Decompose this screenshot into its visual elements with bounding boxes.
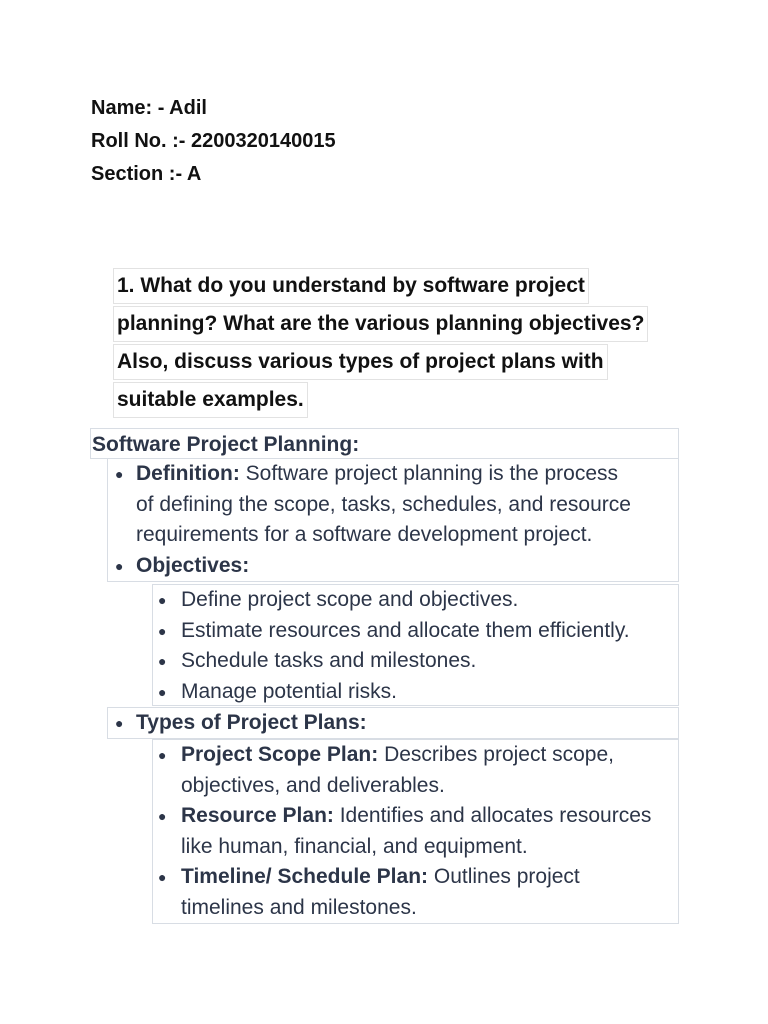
question-block xyxy=(113,268,648,420)
bullet-icon: ● xyxy=(158,808,167,824)
objective-text: Estimate resources and allocate them efficiently. xyxy=(181,618,630,642)
definition-label: Definition: xyxy=(136,462,240,485)
scope-plan-text: Describes project scope, xyxy=(378,743,615,766)
types-list xyxy=(152,739,679,924)
bullet-icon: ● xyxy=(158,747,167,763)
answer-title: Software Project Planning: xyxy=(90,428,679,459)
list-item-continued xyxy=(153,771,678,802)
objective-text: Schedule tasks and milestones. xyxy=(181,649,477,672)
objective-text: Define project scope and objectives. xyxy=(181,588,519,611)
list-item xyxy=(153,862,678,893)
list-item xyxy=(153,616,678,647)
types-heading-block xyxy=(107,707,679,739)
list-item-continued xyxy=(153,832,678,863)
student-name: Name: - Adil xyxy=(91,97,207,119)
list-item xyxy=(108,551,678,582)
resource-plan-label: Resource Plan: xyxy=(181,804,334,827)
objectives-list xyxy=(152,584,679,706)
question-line: suitable examples. xyxy=(113,382,308,418)
list-item xyxy=(108,459,678,490)
scope-plan-text: objectives, and deliverables. xyxy=(181,773,445,797)
definition-text-line xyxy=(108,490,678,521)
definition-text-line xyxy=(108,520,678,551)
list-item xyxy=(153,585,678,616)
bullet-icon: ● xyxy=(115,557,124,574)
scope-plan-label: Project Scope Plan: xyxy=(181,743,379,766)
question-line: 1. What do you understand by software project xyxy=(113,268,589,304)
bullet-icon: ● xyxy=(115,466,124,482)
list-item xyxy=(108,708,678,739)
timeline-plan-label: Timeline/ Schedule Plan: xyxy=(181,865,429,888)
section: Section :- A xyxy=(91,163,202,185)
list-item xyxy=(153,801,678,832)
resource-plan-text: Identifies and allocates resources xyxy=(333,804,652,827)
definition-text: requirements for a software development project. xyxy=(136,523,593,546)
types-label: Types of Project Plans: xyxy=(136,711,367,734)
bullet-icon: ● xyxy=(158,653,167,669)
bullet-icon: ● xyxy=(115,715,124,731)
bullet-icon: ● xyxy=(158,683,167,700)
question-line: Also, discuss various types of project plans with xyxy=(113,344,608,380)
list-item xyxy=(153,740,678,771)
list-item xyxy=(153,677,678,708)
list-item xyxy=(153,646,678,677)
student-info xyxy=(91,92,336,191)
question-line: planning? What are the various planning objectives? xyxy=(113,306,648,342)
resource-plan-text: like human, financial, and equipment. xyxy=(181,834,528,858)
objective-text: Manage potential risks. xyxy=(181,679,397,703)
bullet-icon: ● xyxy=(158,592,167,608)
roll-number: Roll No. :- 2200320140015 xyxy=(91,130,336,152)
definition-text: Software project planning is the process xyxy=(239,462,619,485)
definition-text: of defining the scope, tasks, schedules, and resource xyxy=(136,492,631,516)
bullet-icon: ● xyxy=(158,869,167,885)
bullet-icon: ● xyxy=(158,622,167,639)
definition-block xyxy=(107,458,679,582)
timeline-plan-text: timelines and milestones. xyxy=(181,895,417,919)
objectives-label: Objectives: xyxy=(136,553,250,577)
timeline-plan-text: Outlines project xyxy=(428,865,580,888)
list-item-continued xyxy=(153,893,678,924)
